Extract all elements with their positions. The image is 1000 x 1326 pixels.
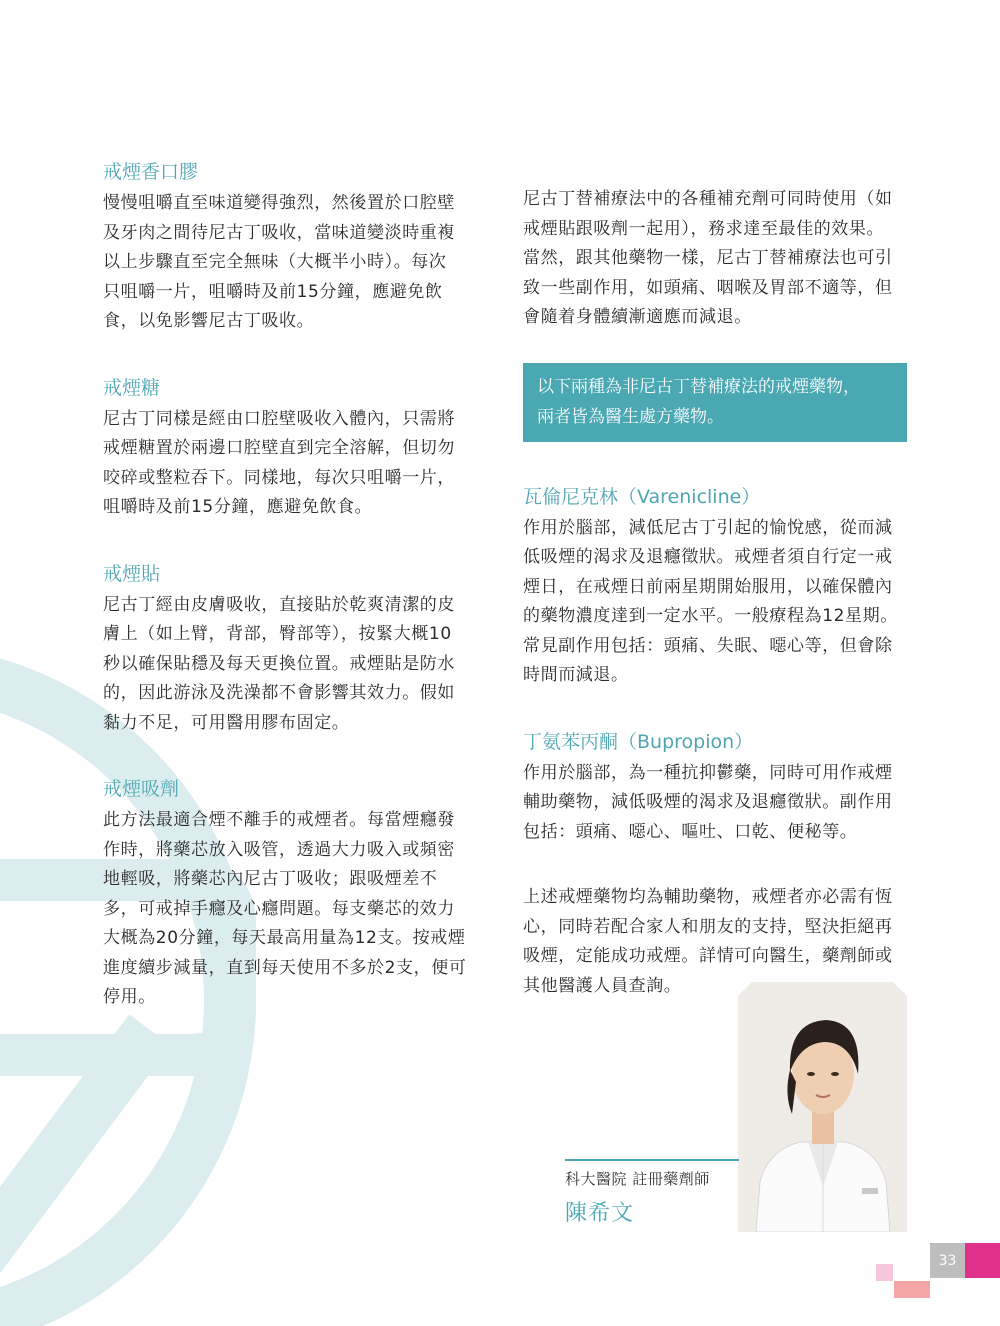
section-body: 尼古丁同樣是經由口腔壁吸收入體內，只需將 戒煙糖置於兩邊口腔壁直到完全溶解，但切勿 咬碎或整粒吞下。同樣地，每次只咀嚼一片， 咀嚼時及前15分鐘，應避免飲食。 [103,408,455,517]
section-body: 尼古丁經由皮膚吸收，直接貼於乾爽清潔的皮 膚上（如上臂，背部，臀部等），按緊大概10 秒以確保貼穩及每天更換位置。戒煙貼是防水 的，因此游泳及洗澡都不會影響其效力。假如 黏力不足，可用醫用膠布固定。 [103,594,455,733]
section-heading: 戒煙糖 [103,376,161,399]
pharmacist-photo [738,982,907,1232]
deco-square-salmon [894,1281,930,1298]
section-nicotine-gum [103,157,488,337]
left-column [103,157,488,1049]
author-name: 陳希文 [565,1201,635,1226]
intro-paragraph: 尼古丁替補療法中的各種補充劑可同時使用（如 戒煙貼跟吸劑一起用），務求達至最佳的效果。 當然，跟其他藥物一樣，尼古丁替補療法也可引 致一些副作用，如頭痛、咽喉及胃部不適等，但 會隨着身體續漸適應而減退。 [523,189,893,327]
section-body: 作用於腦部，減低尼古丁引起的愉悅感，從而減 低吸煙的渴求及退癮徵狀。戒煙者須自行定一戒 煙日，在戒煙日前兩星期開始服用，以確保體內 的藥物濃度達到一定水平。一般療程為12星期。 常見副作用包括：頭痛、失眠、噁心等，但會除 時間而減退。 [523,517,898,685]
section-body: 作用於腦部，為一種抗抑鬱藥，同時可用作戒煙 輔助藥物，減低吸煙的渴求及退癮徵狀。副作用 包括：頭痛、噁心、嘔吐、口乾、便秘等。 [523,762,893,842]
section-nicotine-patch [103,559,488,739]
section-heading: 戒煙吸劑 [103,778,180,800]
section-body: 慢慢咀嚼直至味道變得強烈，然後置於口腔壁 及牙肉之間待尼古丁吸收，當味道變淡時重複 以上步驟直至完全無味（大概半小時）。每次 只咀嚼一片，咀嚼時及前15分鐘，應避免飲 食，以免影響尼古丁吸收。 [103,193,455,331]
deco-square-magenta [965,1243,1000,1278]
right-column [523,185,907,1001]
section-bupropion [523,727,907,848]
section-heading: 瓦倫尼克林（Varenicline） [523,485,761,508]
callout-box [523,363,907,442]
section-body: 此方法最適合煙不離手的戒煙者。每當煙癮發 作時，將藥芯放入吸管，透過大力吸入或頻密 地輕吸，將藥芯內尼古丁吸收；跟吸煙差不 多，可戒掉手癮及心癮問題。每支藥芯的效力 大概為20分鐘，每天最高用量為12支。按戒煙 進度續步減量，直到每天使用不多於2支，便可 停用。 [103,810,467,1007]
section-nicotine-inhaler [103,774,488,1013]
page-number: 33 [930,1243,965,1278]
section-heading: 戒煙貼 [103,562,161,585]
callout-text: 以下兩種為非尼古丁替補療法的戒煙藥物， 兩者皆為醫生處方藥物。 [537,376,860,427]
section-nicotine-lozenge [103,373,488,523]
author-title: 科大醫院 註冊藥劑師 [565,1170,710,1188]
section-heading: 戒煙香口膠 [103,161,199,183]
deco-square-pink [876,1264,893,1281]
section-heading: 丁氨苯丙酮（Bupropion） [523,730,754,753]
author-divider [565,1159,739,1161]
section-varenicline [523,482,907,691]
closing-paragraph: 上述戒煙藥物均為輔助藥物，戒煙者亦必需有恆 心，同時若配合家人和朋友的支持，堅決拒絕再 吸煙，定能成功戒煙。詳情可向醫生，藥劑師或 其他醫護人員查詢。 [523,887,893,996]
portrait-illustration [738,982,907,1232]
